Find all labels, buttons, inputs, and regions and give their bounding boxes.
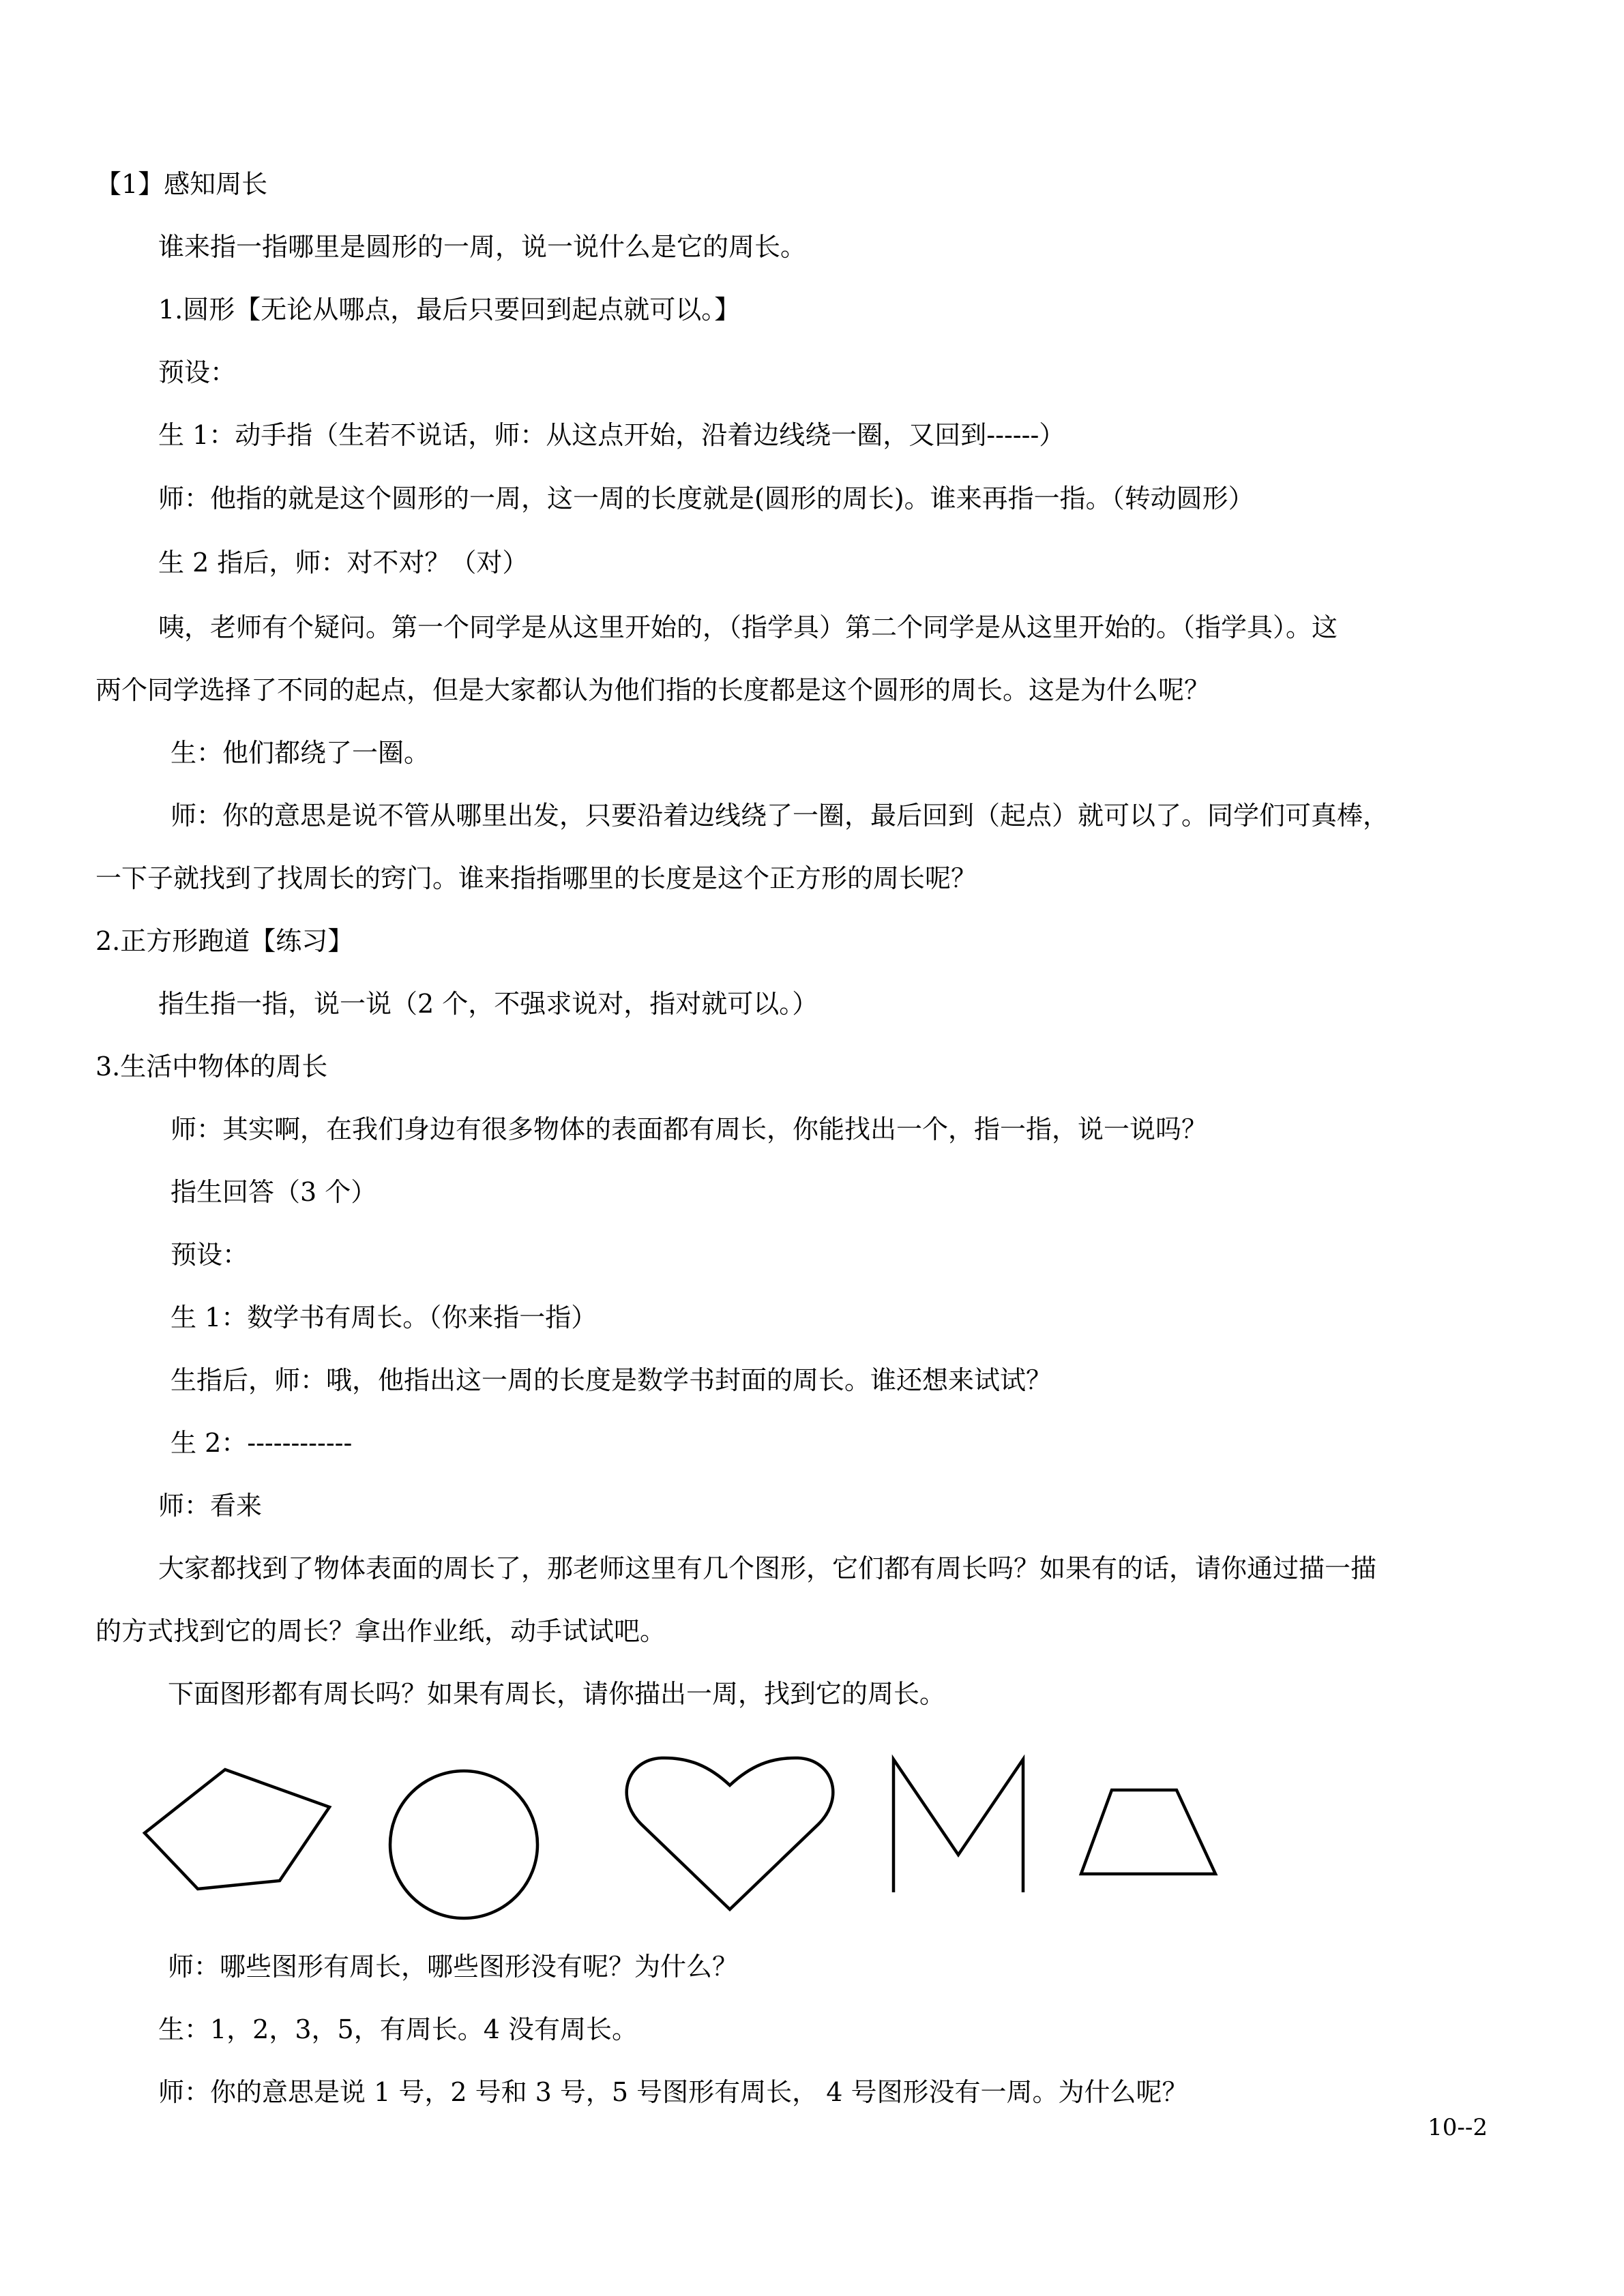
- paragraph-line: 师：其实啊，在我们身边有很多物体的表面都有周长，你能找出一个，指一指，说一说吗？: [171, 1114, 1208, 1144]
- paragraph-line: 两个同学选择了不同的起点，但是大家都认为他们指的长度都是这个圆形的周长。这是为什么呢？: [95, 675, 1211, 705]
- shapes-figure: [136, 1753, 1241, 1937]
- pentagon-shape: [145, 1770, 329, 1889]
- subheading-square-track: 2.正方形跑道【练习】: [95, 926, 354, 956]
- paragraph-line: 下面图形都有周长吗？如果有周长，请你描出一周，找到它的周长。: [168, 1679, 946, 1709]
- paragraph-line: 一下子就找到了找周长的窍门。谁来指指哪里的长度是这个正方形的周长呢？: [95, 863, 977, 893]
- paragraph-line: 大家都找到了物体表面的周长了，那老师这里有几个图形，它们都有周长吗？如果有的话，请你通过描一描: [158, 1553, 1377, 1583]
- page-number: 10--2: [1428, 2114, 1488, 2141]
- paragraph-line: 指生指一指，说一说（2 个，不强求说对，指对就可以。）: [158, 989, 818, 1019]
- paragraph-line: 谁来指一指哪里是圆形的一周，说一说什么是它的周长。: [158, 232, 807, 262]
- paragraph-line: 师：哪些图形有周长，哪些图形没有呢？为什么？: [168, 1952, 739, 1982]
- paragraph-line: 生 1：动手指（生若不说话，师：从这点开始，沿着边线绕一圈，又回到------）: [158, 420, 1065, 450]
- section-heading: 【1】感知周长: [95, 169, 268, 199]
- heart-shape: [627, 1758, 833, 1909]
- paragraph-line: 生 1：数学书有周长。（你来指一指）: [171, 1302, 597, 1332]
- paragraph-line: 师：看来: [158, 1491, 263, 1521]
- paragraph-line: 预设：: [171, 1240, 249, 1270]
- paragraph-line: 预设：: [158, 357, 237, 387]
- paragraph-line: 生 2：------------: [171, 1428, 353, 1458]
- paragraph-line: 生：1，2，3，5，有周长。4 没有周长。: [158, 2014, 638, 2044]
- paragraph-line: 生 2 指后，师：对不对？（对）: [158, 548, 529, 578]
- paragraph-line: 师：你的意思是说 1 号，2 号和 3 号，5 号图形有周长， 4 号图形没有一周。为什么呢？: [158, 2077, 1188, 2107]
- paragraph-line: 生：他们都绕了一圈。: [171, 738, 430, 768]
- paragraph-line: 的方式找到它的周长？拿出作业纸，动手试试吧。: [95, 1616, 666, 1646]
- trapezoid-shape: [1081, 1790, 1215, 1874]
- subheading-objects: 3.生活中物体的周长: [95, 1052, 328, 1082]
- paragraph-line: 指生回答（3 个）: [171, 1177, 377, 1207]
- subheading-circle: 1.圆形【无论从哪点，最后只要回到起点就可以。】: [158, 295, 741, 325]
- circle-shape: [390, 1771, 537, 1918]
- paragraph-line: 咦，老师有个疑问。第一个同学是从这里开始的，（指学具）第二个同学是从这里开始的。（指学具）。这: [158, 612, 1338, 642]
- paragraph-line: 师：他指的就是这个圆形的一周，这一周的长度就是(圆形的周长)。谁来再指一指。（转动圆形）: [158, 483, 1254, 513]
- open-m-shape: [894, 1759, 1023, 1892]
- paragraph-line: 生指后，师：哦，他指出这一周的长度是数学书封面的周长。谁还想来试试？: [171, 1365, 1052, 1395]
- paragraph-line: 师：你的意思是说不管从哪里出发，只要沿着边线绕了一圈，最后回到（起点）就可以了。同学们可真棒，: [171, 801, 1389, 831]
